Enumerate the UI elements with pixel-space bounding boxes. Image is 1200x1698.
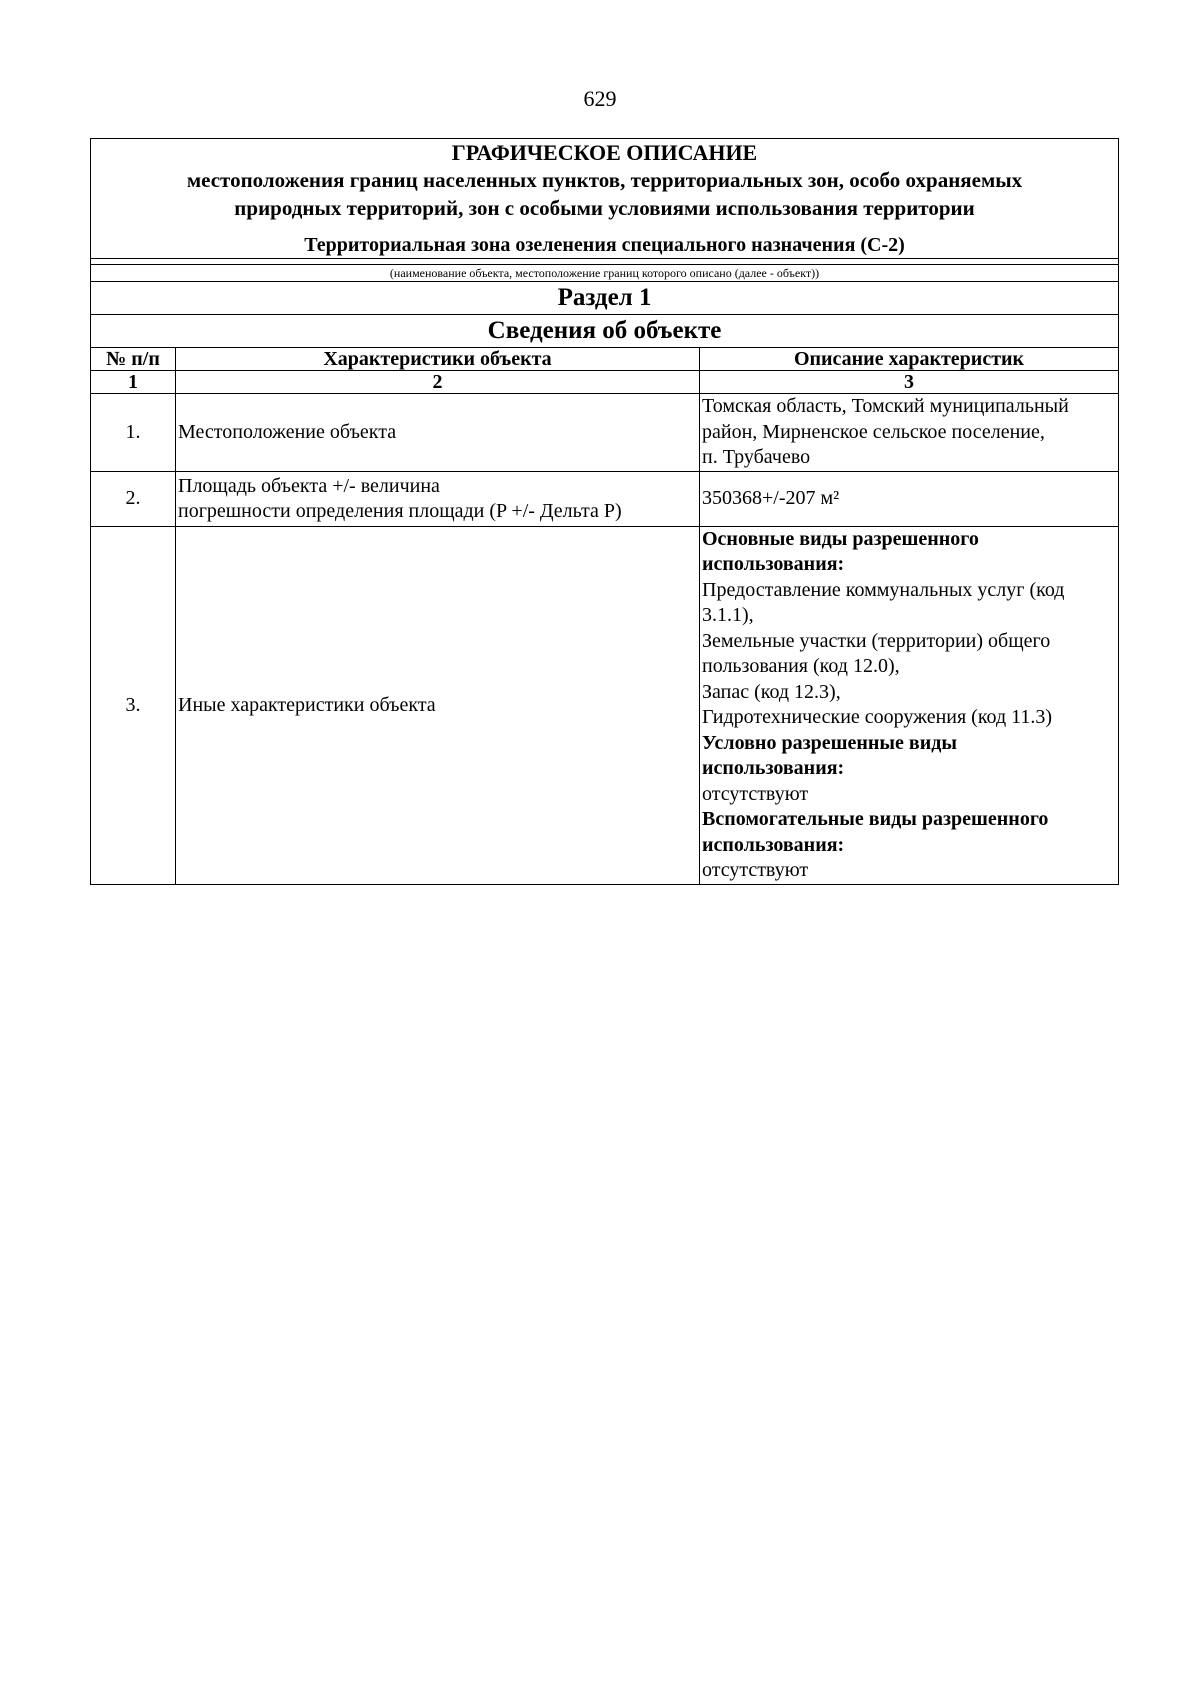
document-subtitle-line-2: природных территорий, зон с особыми условиями использования территории: [234, 196, 975, 220]
column-number: 2: [176, 371, 700, 394]
description-line: Земельные участки (территории) общего: [702, 629, 1051, 652]
description-line: Запас (код 12.3),: [702, 680, 841, 703]
row-description: [700, 526, 1119, 884]
description-line: Основные виды разрешенного: [702, 527, 979, 550]
description-line: отсутствуют: [702, 859, 809, 881]
row-characteristic: Местоположение объекта: [176, 394, 700, 472]
row-description: 350368+/-207 м²: [700, 471, 1119, 526]
document-header: [91, 139, 1119, 259]
column-number: 1: [91, 371, 176, 394]
description-line: Условно разрешенные виды: [702, 731, 957, 754]
section-subtitle: Сведения об объекте: [91, 315, 1119, 348]
document-title: ГРАФИЧЕСКОЕ ОПИСАНИЕ: [451, 140, 758, 165]
description-line: Томская область, Томский муниципальный: [702, 395, 1069, 417]
object-caption: (наименование объекта, местоположение границ которого описано (далее - объект)): [91, 265, 1119, 282]
page-number: 629: [583, 86, 617, 111]
column-header-characteristic: Характеристики объекта: [176, 348, 700, 371]
description-line: район, Мирненское сельское поселение,: [702, 420, 1045, 443]
description-line: Предоставление коммунальных услуг (код: [702, 578, 1065, 601]
column-number: 3: [700, 371, 1119, 394]
column-header-description: Описание характеристик: [700, 348, 1119, 371]
row-characteristic: Иные характеристики объекта: [176, 526, 700, 884]
description-line: Гидротехнические сооружения (код 11.3): [702, 706, 1053, 728]
description-line: пользования (код 12.0),: [702, 655, 900, 677]
graphic-description-table: [90, 138, 1119, 885]
description-line: п. Трубачево: [702, 446, 811, 468]
column-header-row: [91, 348, 1119, 371]
zone-name: Территориальная зона озеленения специального назначения (С-2): [304, 234, 905, 256]
characteristic-line: погрешности определения площади (P +/- Дельта P): [178, 499, 622, 522]
description-line: Вспомогательные виды разрешенного: [702, 808, 1049, 830]
table-row: [91, 394, 1119, 472]
row-description: [700, 394, 1119, 472]
column-header-number: № п/п: [91, 348, 176, 371]
row-number: 3.: [91, 526, 176, 884]
document-subtitle-line-1: местоположения границ населенных пунктов, территориальных зон, особо охраняемых: [186, 168, 1023, 192]
column-number-row: [91, 371, 1119, 394]
description-line: 3.1.1),: [702, 604, 754, 626]
row-number: 1.: [91, 394, 176, 472]
description-line: использования:: [702, 833, 845, 856]
table-row: [91, 471, 1119, 526]
section-title: Раздел 1: [91, 282, 1119, 315]
description-line: использования:: [702, 553, 845, 575]
description-line: использования:: [702, 757, 845, 779]
table-row: [91, 526, 1119, 884]
row-characteristic: [176, 471, 700, 526]
row-number: 2.: [91, 471, 176, 526]
characteristic-line: Площадь объекта +/- величина: [178, 474, 440, 497]
description-line: отсутствуют: [702, 782, 809, 805]
